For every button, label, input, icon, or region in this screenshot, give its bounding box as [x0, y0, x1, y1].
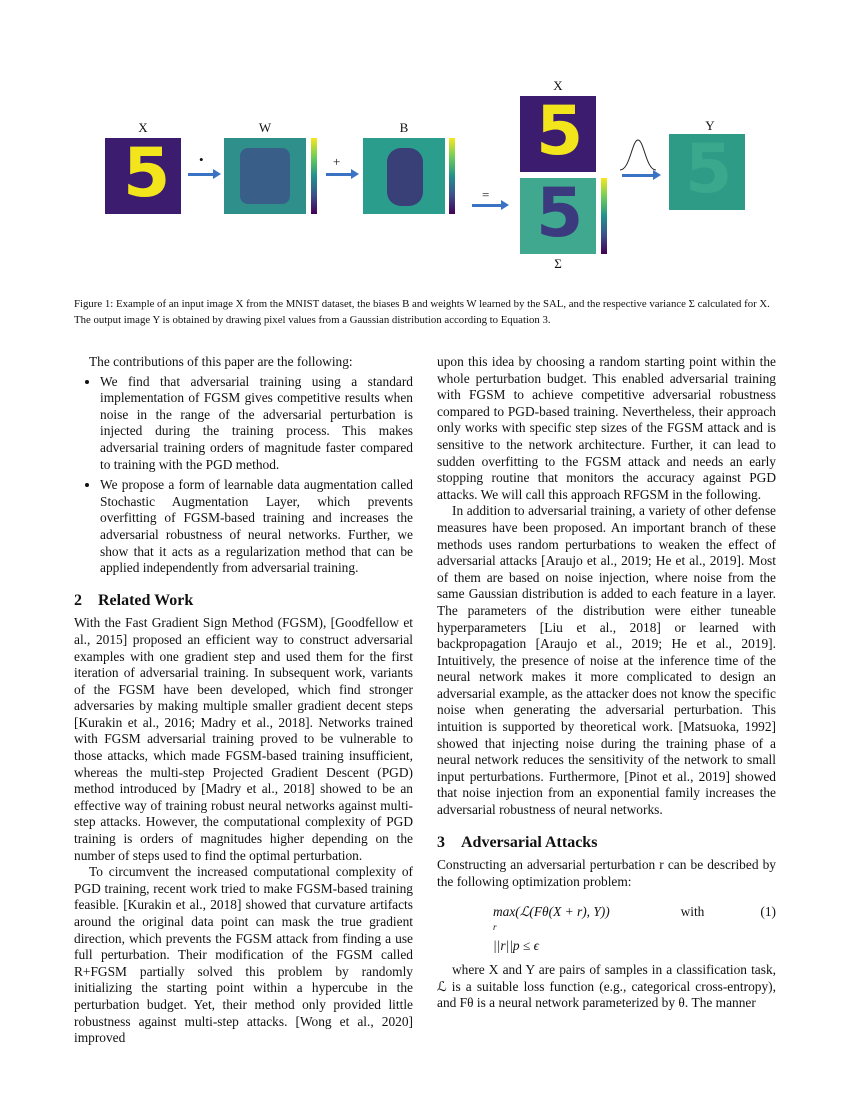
colorbar-b	[449, 138, 455, 214]
label-b: B	[399, 120, 409, 135]
arrow-4	[622, 174, 654, 177]
equation-line-1: max(ℒ(Fθ(X + r), Y))	[493, 904, 610, 920]
list-item: • We propose a form of learnable data augmentation called Stochastic Augmentation Layer, which prevents overfitting of FGSM-based training and increases the adversarial robustness of neural networks. Further, we show that it acts as a regularization method that can be applied independently from adversarial training.	[100, 477, 413, 577]
label-y: Y	[705, 118, 715, 133]
paragraph: To circumvent the increased computational complexity of PGD training, recent work tried to make FGSM-based training feasible. [Kurakin et al., 2018] showed that curvature artifacts around the original data point can mask the true gradient direction, which prevents the FGSM attack from finding a use full perturbation. Their modification of the FGSM called R+FGSM partially solved this problem by randomly initializing the starting point within a hypercube in the perturbation budget. Yet, their method only provided little robustness against multi-step attacks. [Wong et al., 2020] improved	[74, 864, 413, 1046]
figure-caption: Figure 1: Example of an input image X from the MNIST dataset, the biases B and weights W learned by the SAL, and the respective variance Σ calculated for X. The output image Y is obtained by drawing pixel values from a Gaussian distribution according to Equation 3.	[74, 298, 770, 326]
label-x-input: X	[138, 120, 148, 135]
arrow-1	[188, 173, 214, 176]
left-column	[74, 354, 413, 1047]
label-w: W	[258, 120, 272, 135]
arrow-2	[326, 173, 352, 176]
contributions-list	[74, 374, 413, 577]
equation-1	[437, 904, 776, 954]
image-weights-w	[224, 138, 306, 214]
contributions-intro: The contributions of this paper are the following:	[89, 354, 353, 369]
digit-glyph: 5	[123, 138, 171, 213]
image-x-mean	[520, 96, 596, 172]
paragraph: upon this idea by choosing a random starting point within the whole perturbation budget. This enabled adversarial training with FGSM to achieve competitive adversarial robustness compared to PGD-based training. Nevertheless, their approach only works with specific step sizes of the FGSM attack and is sensitive to the network architecture. Further, it can lead to sudden overfitting to the FGSM attack and needs an early stopping routine that monitors the accuracy against PGD attacks. We will call this approach RFGSM in the following.	[437, 354, 776, 502]
label-x-output: X	[553, 78, 563, 93]
equals-operator: =	[482, 187, 490, 202]
section-heading-related-work	[74, 593, 413, 610]
image-input-x	[105, 138, 181, 214]
paragraph: where X and Y are pairs of samples in a classification task, ℒ is a suitable loss function (e.g., categorical cross-entropy), and Fθ is a neural network parameterized by θ. The manner	[437, 962, 776, 1011]
image-sigma	[520, 178, 596, 254]
figure-1	[0, 0, 850, 290]
digit-glyph: 5	[685, 134, 733, 209]
arrow-3	[472, 204, 502, 207]
label-sigma: Σ	[554, 256, 562, 271]
dot-operator: •	[199, 152, 204, 167]
image-output-y	[669, 134, 745, 210]
paragraph: With the Fast Gradient Sign Method (FGSM), [Goodfellow et al., 2015] proposed an efficient way to construct adversarial examples with one gradient step and used them for the first iteration of adversarial training. In subsequent work, variants of the FGSM have been developed, which find stronger adversaries by making multiple smaller gradient decent steps [Kurakin et al., 2016; Madry et al., 2018]. Networks trained with FGSM adversarial training proved to be vulnerable to those attacks, which made FGSM-based training insufficient, whereas the multi-step Projected Gradient Descent (PGD) method introduced by [Madry et al., 2018] showed to be an effective way of training robust neural networks against multi-step attacks. However, the computational complexity of PGD training is orders of magnitudes higher depending on the number of steps used to find the optimal perturbation.	[74, 615, 413, 863]
right-column	[437, 354, 776, 1012]
equation-with: with	[680, 904, 705, 920]
colorbar-sigma	[601, 178, 607, 254]
section-title: Related Work	[98, 591, 194, 609]
image-biases-b	[363, 138, 445, 214]
paragraph: In addition to adversarial training, a variety of other defense measures have been proposed. An important branch of these methods uses random perturbations to weaken the effect of adversarial attacks [Araujo et al., 2019; He et al., 2019]. Most of them are based on noise injection, where noise from the same Gaussian distribution is added to each feature in a layer. The parameters of the distribution were either tuneable hyperparameters [Liu et al., 2018] or learned with backpropagation [Araujo et al., 2019; He et al., 2019]. Intuitively, the presence of noise at the inference time of the neural network makes it more complicated to design an adversarial example, as the attacker does not know the specific noise when generating the adversarial perturbation. This intuition is supported by theoretical work. [Matsuoka, 1992] showed that injecting noise during the training phase of a neural network reduces the sensitivity of the network to small input perturbations. Furthermore, [Pinot et al., 2019] showed that noise injection from an exponential family increases the adversarial robustness of neural networks.	[437, 503, 776, 818]
gaussian-curve-icon	[618, 138, 658, 172]
section-number: 3	[437, 833, 445, 851]
equation-body	[493, 904, 610, 954]
digit-glyph: 5	[536, 178, 584, 253]
plus-operator: +	[333, 154, 341, 169]
equation-number: (1)	[760, 904, 776, 920]
paragraph: Constructing an adversarial perturbation r can be described by the following optimization problem:	[437, 857, 776, 889]
equation-right	[681, 904, 776, 921]
section-title: Adversarial Attacks	[461, 833, 598, 851]
equation-subscript: r	[493, 922, 497, 932]
list-item: • We find that adversarial training using a standard implementation of FGSM gives competitive results when noise in the range of the adversarial perturbation is injected during the training process. This makes adversarial training orders of magnitude faster compared to training with the PGD method.	[100, 374, 413, 474]
section-number: 2	[74, 591, 82, 609]
equation-line-2: ||r||p ≤ ϵ	[493, 937, 540, 953]
colorbar-w	[311, 138, 317, 214]
digit-glyph: 5	[536, 96, 584, 171]
section-heading-adversarial-attacks	[437, 835, 776, 852]
